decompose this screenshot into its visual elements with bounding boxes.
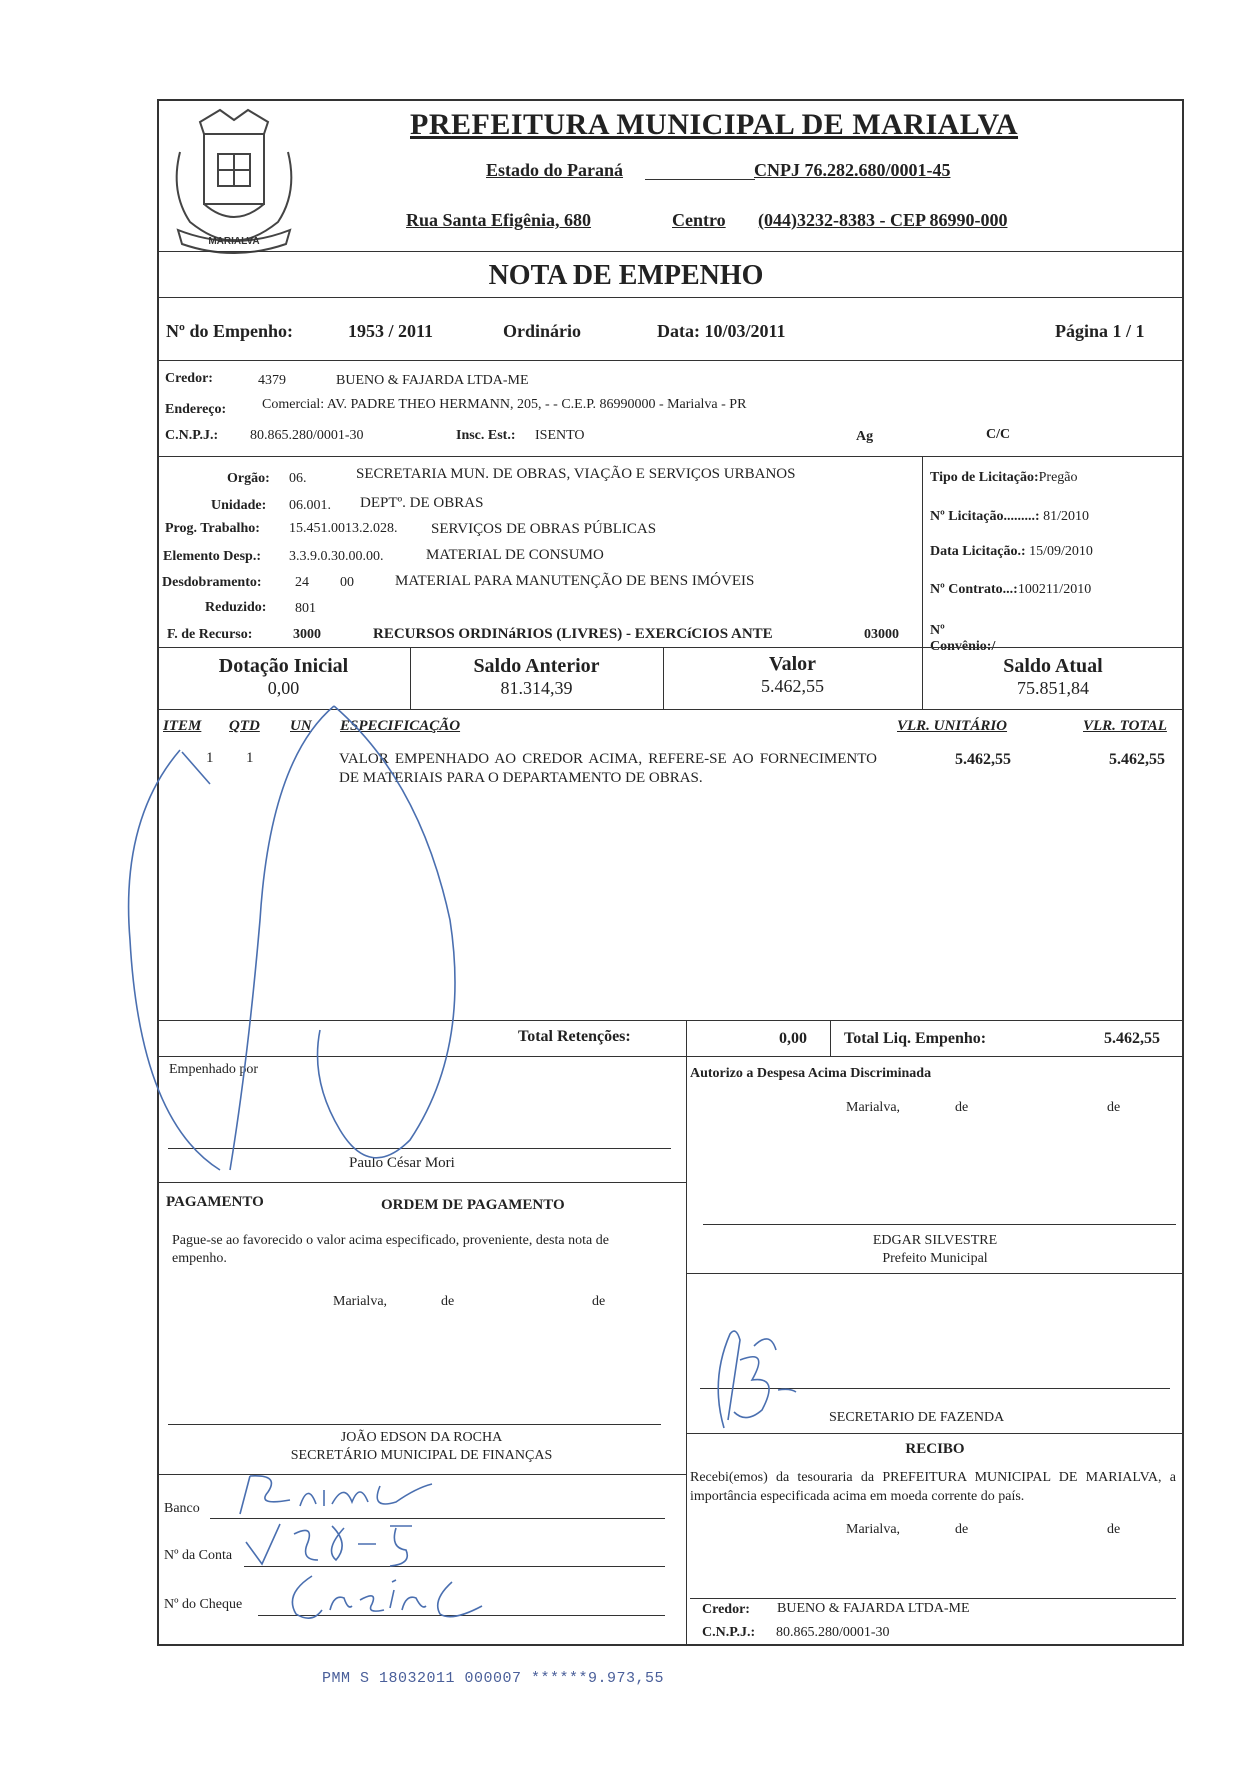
cnpj-credor-value: 80.865.280/0001-30: [250, 428, 364, 443]
cnpj-credor-label: C.N.P.J.:: [165, 428, 219, 443]
item-especificacao: VALOR EMPENHADO AO CREDOR ACIMA, REFERE-SE AO FORNECIMENTO DE MATERIAIS PARA O DEPARTAMENTO DE OBRAS.: [339, 751, 877, 786]
empenho-date: Data: 10/03/2011: [657, 321, 786, 341]
pagamento-text: Pague-se ao favorecido o valor acima especificado, proveniente, desta nota de empenho.: [172, 1233, 609, 1266]
recibo-de1: de: [955, 1522, 969, 1537]
recibo-de2: de: [1107, 1522, 1121, 1537]
contrato-value: 100211/2010: [1017, 582, 1092, 597]
document-title: NOTA DE EMPENHO: [488, 260, 764, 291]
valor-label: Valor: [768, 653, 817, 675]
secretario-financas-name: JOÃO EDSON DA ROCHA: [340, 1430, 503, 1445]
col-un: UN: [290, 718, 312, 734]
empenho-number-label: Nº do Empenho:: [166, 321, 293, 341]
elemento-name: MATERIAL DE CONSUMO: [426, 547, 604, 563]
phone-cep-label: (044)3232-8383 - CEP 86990-000: [758, 210, 1008, 230]
col-vlr-unitario: VLR. UNITÁRIO: [897, 718, 1008, 734]
num-licitacao-value: 81/2010: [1043, 509, 1089, 524]
prefeito-role: Prefeito Municipal: [882, 1251, 988, 1266]
item-vlr-unitario: 5.462,55: [955, 751, 1011, 768]
credor-name: BUENO & FAJARDA LTDA-ME: [336, 373, 529, 388]
signature-fazenda: [700, 1320, 810, 1432]
pagamento-place: Marialva,: [333, 1294, 388, 1309]
empenhado-por-name: Paulo César Mori: [349, 1155, 455, 1171]
data-licitacao-label: Data Licitação.:: [930, 544, 1026, 559]
credor-code: 4379: [258, 373, 286, 388]
conta-label: Nº da Conta: [164, 1548, 233, 1563]
empenho-number-value: 1953 / 2011: [348, 321, 434, 341]
convenio-label: Nº Convênio:/: [930, 623, 996, 654]
endereco-value: Comercial: AV. PADRE THEO HERMANN, 205, - - C.E.P. 86990000 - Marialva - PR: [262, 397, 747, 412]
total-retencoes-value: 0,00: [779, 1030, 807, 1047]
desdobramento-sub: 00: [340, 575, 354, 590]
address-label: Rua Santa Efigênia, 680: [406, 210, 592, 230]
banco-label: Banco: [164, 1501, 200, 1516]
total-liq-value: 5.462,55: [1104, 1030, 1160, 1047]
item-number: 1: [206, 750, 214, 766]
svg-text:MARIALVA: MARIALVA: [208, 236, 260, 247]
reduzido-code: 801: [295, 601, 316, 616]
col-vlr-total: VLR. TOTAL: [1083, 718, 1167, 734]
page-number: Página 1 / 1: [1055, 321, 1145, 341]
fonte-code: 3000: [293, 627, 321, 642]
orgao-code: 06.: [289, 471, 307, 486]
ag-label: Ag: [856, 429, 874, 444]
desdobramento-code: 24: [295, 575, 309, 590]
prog-label: Prog. Trabalho:: [165, 521, 260, 536]
item-qtd: 1: [246, 750, 254, 766]
recibo-text: Recebi(emos) da tesouraria da PREFEITURA MUNICIPAL DE MARIALVA, a importância especificada acima em moeda corrente do país.: [690, 1470, 1176, 1504]
secretario-fazenda-role: SECRETARIO DE FAZENDA: [829, 1410, 1005, 1425]
autorizo-label: Autorizo a Despesa Acima Discriminada: [690, 1066, 932, 1081]
credor-label: Credor:: [165, 371, 213, 386]
pagamento-label: PAGAMENTO: [166, 1194, 264, 1210]
header-underline: [645, 179, 755, 180]
item-vlr-total: 5.462,55: [1109, 751, 1165, 768]
saldo-anterior-value: 81.314,39: [500, 678, 573, 698]
recibo-credor-label: Credor:: [702, 1602, 750, 1617]
handwritten-banco: [220, 1466, 450, 1526]
fonte-name: RECURSOS ORDINáRIOS (LIVRES) - EXERCíCIOS ANTE: [373, 626, 773, 642]
valor-value: 5.462,55: [761, 676, 824, 696]
empenho-type: Ordinário: [503, 321, 582, 341]
unidade-code: 06.001.: [289, 498, 331, 513]
autorizo-de2: de: [1107, 1100, 1121, 1115]
recibo-title: RECIBO: [905, 1441, 965, 1457]
pagamento-de1: de: [441, 1294, 455, 1309]
num-licitacao-label: Nº Licitação.........:: [930, 509, 1040, 524]
elemento-code: 3.3.9.0.30.00.00.: [289, 549, 384, 564]
page-title: PREFEITURA MUNICIPAL DE MARIALVA: [410, 108, 1019, 141]
cnpj-label: CNPJ 76.282.680/0001-45: [754, 160, 951, 180]
col-qtd: QTD: [229, 718, 260, 734]
col-especificacao: ESPECIFICAÇÃO: [340, 718, 461, 734]
total-liq-label: Total Liq. Empenho:: [844, 1030, 987, 1047]
secretario-financas-role: SECRETÁRIO MUNICIPAL DE FINANÇAS: [290, 1448, 553, 1463]
cheque-label: Nº do Cheque: [164, 1597, 243, 1612]
recibo-credor-value: BUENO & FAJARDA LTDA-ME: [777, 1601, 970, 1616]
recibo-cnpj-value: 80.865.280/0001-30: [776, 1625, 890, 1640]
recibo-place: Marialva,: [846, 1522, 901, 1537]
autorizo-de1: de: [955, 1100, 969, 1115]
ordem-pagamento-label: ORDEM DE PAGAMENTO: [381, 1197, 565, 1213]
handwritten-conta: [240, 1520, 460, 1572]
orgao-name: SECRETARIA MUN. DE OBRAS, VIAÇÃO E SERVIÇOS URBANOS: [356, 466, 796, 482]
unidade-name: DEPTº. DE OBRAS: [360, 495, 484, 511]
orgao-label: Orgão:: [227, 471, 270, 486]
dotacao-inicial-value: 0,00: [267, 678, 300, 698]
desdobramento-name: MATERIAL PARA MANUTENÇÃO DE BENS IMÓVEIS: [395, 573, 755, 589]
tipo-licitacao-value: Pregão: [1038, 470, 1078, 485]
prog-name: SERVIÇOS DE OBRAS PÚBLICAS: [431, 521, 657, 537]
pagamento-de2: de: [592, 1294, 606, 1309]
elemento-label: Elemento Desp.:: [163, 549, 261, 564]
handwritten-cheque: [282, 1570, 512, 1628]
endereco-label: Endereço:: [165, 402, 227, 417]
col-item: ITEM: [163, 718, 202, 734]
municipal-emblem-icon: [160, 102, 308, 254]
insc-est-label: Insc. Est.:: [456, 428, 516, 443]
signature-empenhado: [120, 700, 500, 1180]
prog-code: 15.451.0013.2.028.: [289, 521, 398, 536]
reduzido-label: Reduzido:: [205, 600, 267, 615]
saldo-atual-label: Saldo Atual: [1003, 655, 1103, 677]
fonte-label: F. de Recurso:: [167, 627, 253, 642]
saldo-anterior-label: Saldo Anterior: [473, 655, 600, 677]
recibo-cnpj-label: C.N.P.J.:: [702, 1625, 756, 1640]
dotacao-inicial-label: Dotação Inicial: [218, 655, 349, 677]
footer-stamp: PMM S 18032011 000007 ******9.973,55: [322, 1670, 665, 1687]
empenhado-por-label: Empenhado por: [169, 1062, 259, 1077]
district-label: Centro: [672, 210, 726, 230]
tipo-licitacao-label: Tipo de Licitação:: [930, 470, 1039, 485]
state-label: Estado do Paraná: [486, 160, 624, 180]
cc-label: C/C: [986, 427, 1011, 442]
contrato-label: Nº Contrato...:: [930, 582, 1018, 597]
prefeito-name: EDGAR SILVESTRE: [872, 1233, 998, 1248]
total-retencoes-label: Total Retenções:: [518, 1028, 631, 1045]
fonte-num: 03000: [864, 627, 899, 642]
unidade-label: Unidade:: [211, 498, 267, 513]
insc-est-value: ISENTO: [535, 428, 585, 443]
saldo-atual-value: 75.851,84: [1017, 678, 1089, 698]
desdobramento-label: Desdobramento:: [162, 575, 262, 590]
autorizo-place: Marialva,: [846, 1100, 901, 1115]
data-licitacao-value: 15/09/2010: [1029, 544, 1093, 559]
